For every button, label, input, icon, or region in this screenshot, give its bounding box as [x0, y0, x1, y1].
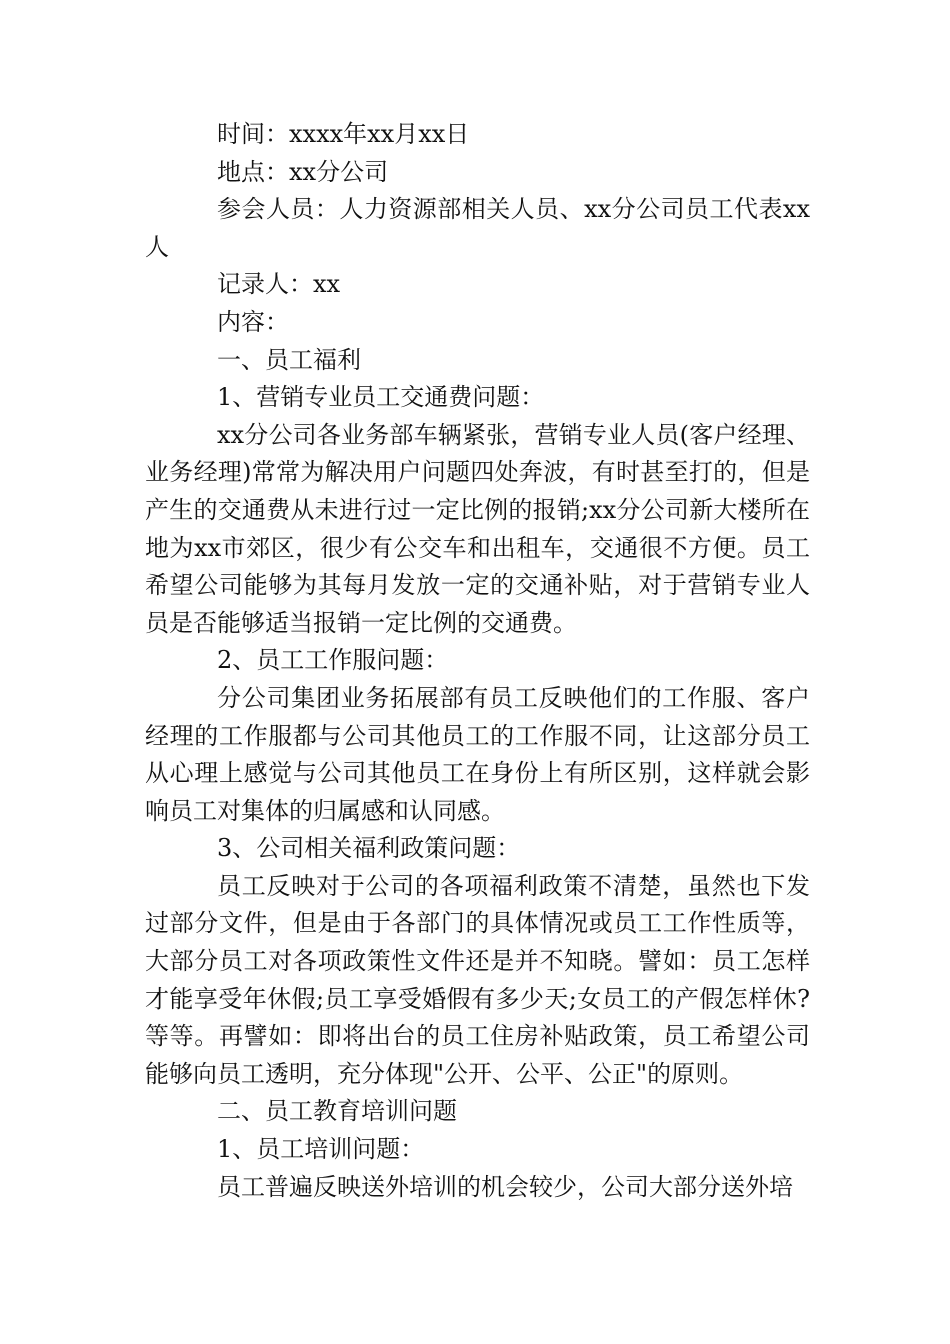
- content-label: 内容：: [217, 307, 289, 336]
- paragraph-welfare-policy: 员工反映对于公司的各项福利政策不清楚，虽然也下发过部分文件，但是由于各部门的具体情况或员工工作性质等，大部分员工对各项政策性文件还是并不知晓。譬如：员工怎样才能享受年休假;员工享受婚假有多少天;女员工的产假怎样休?等等。再譬如：即将出台的员工住房补贴政策，员工希望公司能够向员工透明，充分体现"公开、公平、公正"的原则。: [145, 871, 810, 1088]
- meeting-time: 时间：xxxx年xx月xx日: [217, 120, 470, 148]
- paragraph-training: 员工普遍反映送外培训的机会较少，公司大部分送外培: [217, 1172, 793, 1201]
- section-heading-training: 二、员工教育培训问题: [217, 1097, 457, 1126]
- meeting-location: 地点：xx分公司: [217, 157, 389, 186]
- subheading-transport: 1、营销专业员工交通费问题：: [217, 383, 545, 412]
- document-body: [145, 116, 810, 1206]
- subheading-welfare-policy: 3、公司相关福利政策问题：: [217, 834, 521, 863]
- paragraph-uniform: 分公司集团业务拓展部有员工反映他们的工作服、客户经理的工作服都与公司其他员工的工作服不同，让这部分员工从心理上感觉与公司其他员工在身份上有所区别，这样就会影响员工对集体的归属感和认同感。: [145, 683, 810, 825]
- section-heading-welfare: 一、员工福利: [217, 345, 361, 374]
- meeting-attendees: 参会人员：人力资源部相关人员、xx分公司员工代表xx人: [145, 195, 810, 261]
- subheading-uniform: 2、员工工作服问题：: [217, 646, 449, 675]
- subheading-training: 1、员工培训问题：: [217, 1135, 425, 1164]
- meeting-recorder: 记录人：xx: [217, 270, 341, 299]
- paragraph-transport: xx分公司各业务部车辆紧张，营销专业人员(客户经理、业务经理)常常为解决用户问题四处奔波，有时甚至打的，但是产生的交通费从未进行过一定比例的报销;xx分公司新大楼所在地为xx市郊区，很少有公交车和出租车，交通很不方便。员工希望公司能够为其每月发放一定的交通补贴，对于营销专业人员是否能够适当报销一定比例的交通费。: [145, 420, 810, 637]
